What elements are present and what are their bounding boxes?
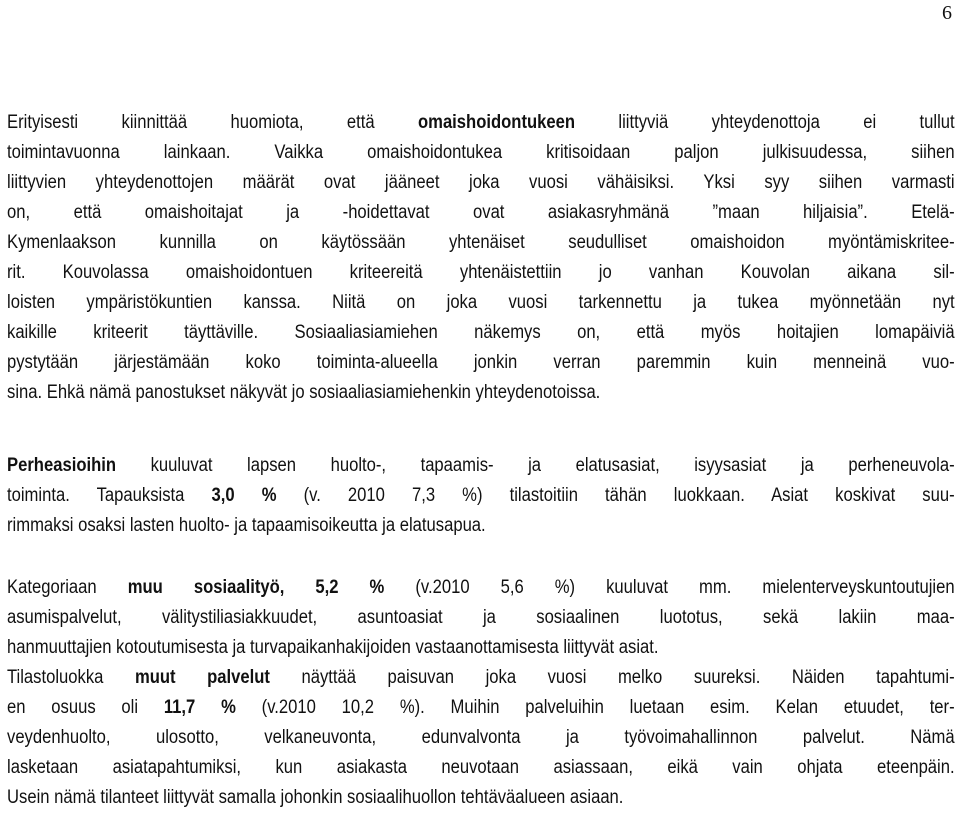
text-segment: on, että omaishoitajat ja -hoidettavat ovat asiakasryhmänä ”maan hiljaisia”. Etelä- bbox=[7, 202, 955, 223]
text-line bbox=[7, 350, 955, 376]
text-line bbox=[7, 110, 955, 136]
text-line bbox=[7, 513, 955, 539]
text-segment: en osuus oli bbox=[7, 697, 164, 718]
bold-term: omaishoidontukeen bbox=[418, 112, 576, 133]
text-segment: näyttää paisuvan joka vuosi melko suureksi. Näiden tapahtumi- bbox=[269, 667, 955, 688]
text-segment: kuuluvat lapsen huolto-, tapaamis- ja elatusasiat, isyysasiat ja perheneuvola- bbox=[116, 455, 955, 476]
text-segment: toimintavuonna lainkaan. Vaikka omaishoidontukea kritisoidaan paljon julkisuudessa, siihen bbox=[7, 142, 955, 163]
text-line bbox=[7, 170, 955, 196]
text-segment: liittyviä yhteydenottoja ei tullut bbox=[575, 112, 955, 133]
bold-term: muu sosiaalityö, 5,2 % bbox=[127, 577, 385, 598]
bold-term: 11,7 % bbox=[163, 697, 236, 718]
text-line bbox=[7, 695, 955, 721]
text-segment: Kategoriaan bbox=[7, 577, 128, 598]
text-segment: loisten ympäristökuntien kanssa. Niitä on joka vuosi tarkennettu ja tukea myönnetään nyt bbox=[7, 292, 955, 313]
text-line bbox=[7, 453, 955, 479]
text-line bbox=[7, 785, 955, 811]
bold-term: 3,0 % bbox=[211, 485, 277, 506]
page-number: 6 bbox=[942, 2, 952, 24]
text-line bbox=[7, 230, 955, 256]
text-segment: hanmuuttajien kotoutumisesta ja turvapaikanhakijoiden vastaanottamisesta liittyvät asiat. bbox=[7, 637, 659, 658]
text-segment: toiminta. Tapauksista bbox=[7, 485, 212, 506]
text-segment: (v. 2010 7,3 %) tilastoitiin tähän luokkaan. Asiat koskivat suu- bbox=[276, 485, 955, 506]
text-line bbox=[7, 290, 955, 316]
text-line bbox=[7, 725, 955, 751]
text-segment: Erityisesti kiinnittää huomiota, että bbox=[7, 112, 419, 133]
text-segment: (v.2010 10,2 %). Muihin palveluihin luetaan esim. Kelan etuudet, ter- bbox=[235, 697, 955, 718]
text-segment: rimmaksi osaksi lasten huolto- ja tapaamisoikeutta ja elatusapua. bbox=[7, 515, 486, 536]
text-line bbox=[7, 483, 955, 509]
text-line bbox=[7, 665, 955, 691]
text-line bbox=[7, 200, 955, 226]
bold-term: Perheasioihin bbox=[7, 455, 117, 476]
text-line bbox=[7, 140, 955, 166]
text-segment: liittyvien yhteydenottojen määrät ovat jääneet joka vuosi vähäisiksi. Yksi syy siihen varmasti bbox=[7, 172, 955, 193]
text-segment: veydenhuolto, ulosotto, velkaneuvonta, edunvalvonta ja työvoimahallinnon palvelut. Nämä bbox=[7, 727, 955, 748]
text-segment: rit. Kouvolassa omaishoidontuen kriteereitä yhtenäistettiin jo vanhan Kouvolan aikana sil- bbox=[7, 262, 955, 283]
text-segment: asumispalvelut, välitystiliasiakkuudet, asuntoasiat ja sosiaalinen luototus, sekä lakiin maa- bbox=[7, 607, 955, 628]
text-segment: kaikille kriteerit täyttäville. Sosiaaliasiamiehen näkemys on, että myös hoitajien lomapäiviä bbox=[7, 322, 955, 343]
text-segment: lasketaan asiatapahtumiksi, kun asiakasta neuvotaan asiassaan, eikä vain ohjata eteenpäin. bbox=[7, 757, 955, 778]
text-segment: Kymenlaakson kunnilla on käytössään yhtenäiset seudulliset omaishoidon myöntämiskritee- bbox=[7, 232, 955, 253]
text-segment: Usein nämä tilanteet liittyvät samalla johonkin sosiaalihuollon tehtäväalueen asiaan. bbox=[7, 787, 624, 808]
text-line bbox=[7, 635, 955, 661]
text-segment: pystytään järjestämään koko toiminta-alueella jonkin verran paremmin kuin menneinä vuo- bbox=[7, 352, 955, 373]
text-line bbox=[7, 320, 955, 346]
bold-term: muut palvelut bbox=[134, 667, 270, 688]
text-segment: sina. Ehkä nämä panostukset näkyvät jo sosiaaliasiamiehenkin yhteydenotoissa. bbox=[7, 382, 601, 403]
text-line bbox=[7, 260, 955, 286]
text-line bbox=[7, 605, 955, 631]
text-segment: Tilastoluokka bbox=[7, 667, 135, 688]
text-line bbox=[7, 380, 955, 406]
text-line bbox=[7, 575, 955, 601]
text-segment: (v.2010 5,6 %) kuuluvat mm. mielenterveyskuntoutujien bbox=[384, 577, 955, 598]
text-line bbox=[7, 755, 955, 781]
